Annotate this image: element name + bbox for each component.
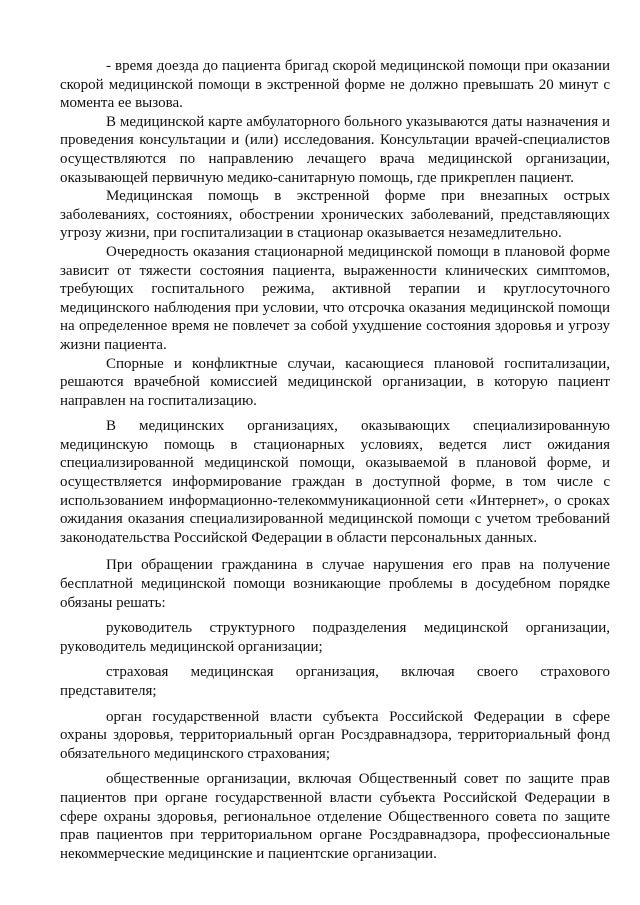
paragraph-ambulance-time: - время доезда до пациента бригад скорой медицинской помощи при оказании скорой медицинской помощи в экстренной форме не должно превышать 20 минут с момента ее вызова. [60,58,610,112]
paragraph-inpatient-queue: Очередность оказания стационарной медицинской помощи в плановой форме зависит от тяжести состояния пациента, выраженности клинических симптомов, требующих госпитального режима, активной терапии и круглосуточного медицинского наблюдения при условии, что отсрочка оказания медицинской помощи на определенное время не повлечет за собой ухудшение состояния здоровья и угрозу жизни пациента. [60,243,610,353]
document-page [60,57,610,863]
list-item-state-authority: орган государственной власти субъекта Российской Федерации в сфере охраны здоровья, территориальный орган Росздравнадзора, территориальный фонд обязательного медицинского страхования; [60,708,610,762]
paragraph-complaints-intro: При обращении гражданина в случае нарушения его прав на получение бесплатной медицинской помощи возникающие проблемы в досудебном порядке обязаны решать: [60,557,610,611]
list-item-public-orgs: общественные организации, включая Общественный совет по защите прав пациентов при органе государственной власти субъекта Российской Федерации в сфере охраны здоровья, региональное отделение Общественного совета по защите прав пациентов при территориальном органе Росздравнадзора, профессиональные некоммерческие медицинские и пациентские организации. [60,771,610,862]
paragraph-waiting-list: В медицинских организациях, оказывающих специализированную медицинскую помощь в стационарных условиях, ведется лист ожидания специализированной медицинской помощи, оказываемой в плановой форме, и осуществляется информирование граждан в доступной форме, в том числе с использованием информационно-телекоммуникационной сети «Интернет», о сроках ожидания оказания специализированной медицинской помощи с учетом требований законодательства Российской Федерации в области персональных данных. [60,418,610,546]
paragraph-emergency-care: Медицинская помощь в экстренной форме при внезапных острых заболеваниях, состояниях, обострении хронических заболеваний, представляющих угрозу жизни, при госпитализации в стационар оказывается незамедлительно. [60,188,610,242]
paragraph-outpatient-card: В медицинской карте амбулаторного больного указываются даты назначения и проведения консультации и (или) исследования. Консультации врачей-специалистов осуществляются по направлению лечащего врача медицинской организации, оказывающей первичную медико-санитарную помощь, где прикреплен пациент. [60,113,610,186]
paragraph-disputes: Спорные и конфликтные случаи, касающиеся плановой госпитализации, решаются врачебной комиссией медицинской организации, в которую пациент направлен на госпитализацию. [60,355,610,409]
list-item-department-head: руководитель структурного подразделения медицинской организации, руководитель медицинской организации; [60,620,610,655]
list-item-insurance-org: страховая медицинская организация, включая своего страхового представителя; [60,664,610,699]
